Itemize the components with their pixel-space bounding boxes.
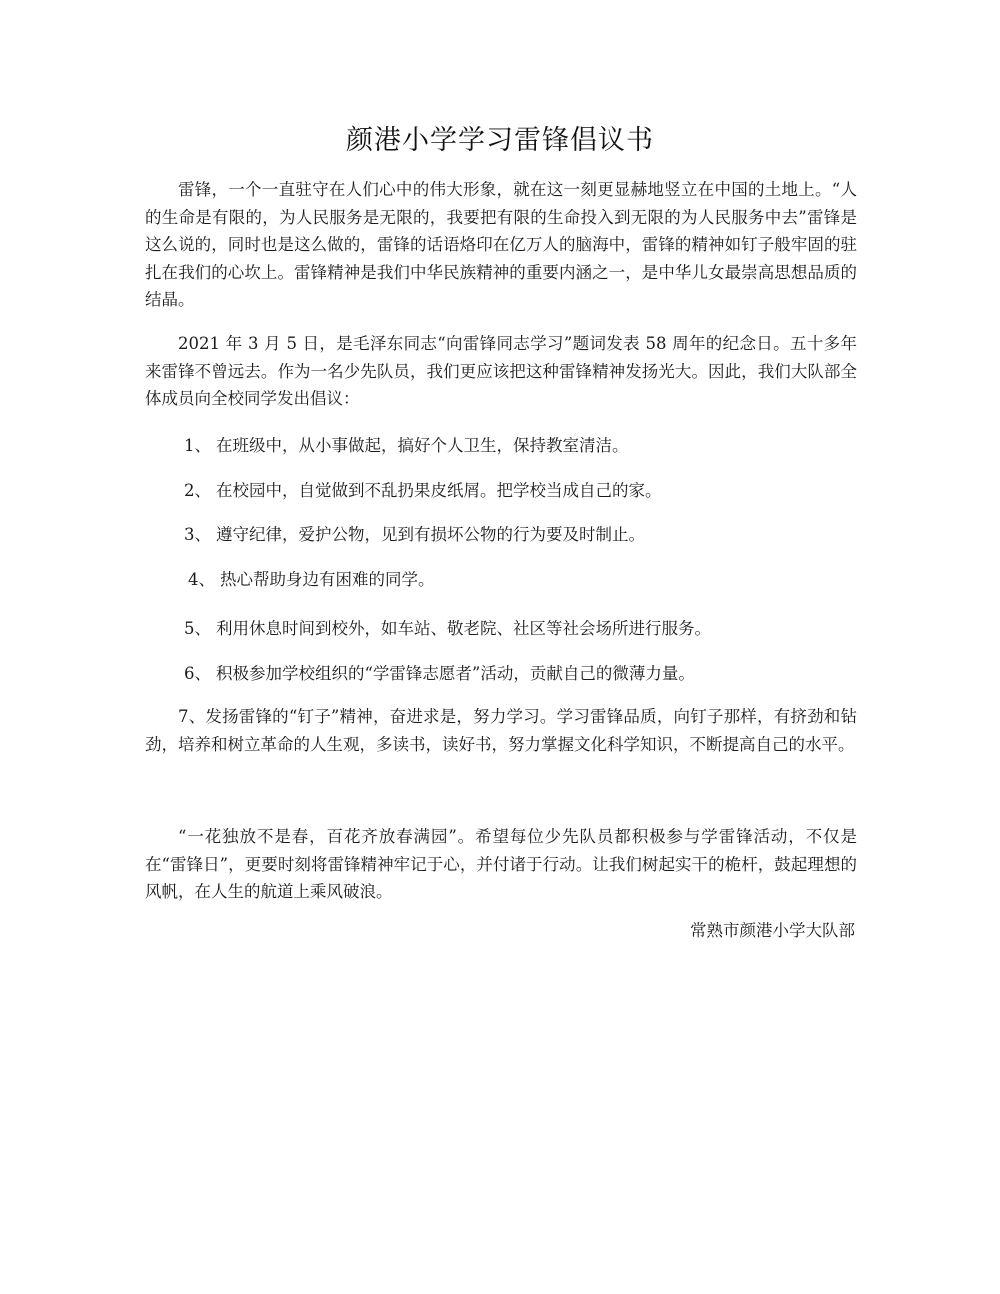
- intro-paragraph: 雷锋，一个一直驻守在人们心中的伟大形象，就在这一刻更显赫地竖立在中国的土地上。“人的生命是有限的，为人民服务是无限的，我要把有限的生命投入到无限的为人民服务中去”雷锋是这么说的，同时也是这么做的，雷锋的话语烙印在亿万人的脑海中，雷锋的精神如钉子般牢固的驻扎在我们的心坎上。雷锋精神是我们中华民族精神的重要内涵之一，是中华儿女最崇高思想品质的结晶。: [145, 180, 857, 309]
- proposal-item-number: 4、: [188, 570, 215, 589]
- proposal-item-text: 积极参加学校组织的“学雷锋志愿者”活动，贡献自己的微薄力量。: [216, 664, 695, 683]
- proposal-item-1: [184, 432, 864, 459]
- proposal-item-number: 6、: [184, 664, 211, 683]
- proposal-item-text: 利用休息时间到校外，如车站、敬老院、社区等社会场所进行服务。: [216, 619, 711, 638]
- proposal-item-4: [188, 566, 868, 593]
- document-title: 颜港小学学习雷锋倡议书: [346, 125, 654, 156]
- proposal-item-number: 3、: [184, 525, 211, 544]
- proposal-item-number: 5、: [184, 619, 211, 638]
- proposal-item-text: 在校园中，自觉做到不乱扔果皮纸屑。把学校当成自己的家。: [216, 481, 662, 500]
- proposal-item-number: 2、: [184, 481, 211, 500]
- proposal-item-7: 7、发扬雷锋的“钉子”精神，奋进求是，努力学习。学习雷锋品质，向钉子那样，有挤劲和钻劲，培养和树立革命的人生观，多读书，读好书，努力掌握文化科学知识，不断提高自己的水平。: [145, 707, 857, 754]
- proposal-item-text: 热心帮助身边有困难的同学。: [220, 570, 435, 589]
- proposal-item-text: 在班级中，从小事做起，搞好个人卫生，保持教室清洁。: [216, 436, 629, 455]
- proposal-item-number: 1、: [184, 436, 211, 455]
- closing-paragraph: “一花独放不是春，百花齐放春满园”。希望每位少先队员都积极参与学雷锋活动，不仅是在“雷锋日”，更要时刻将雷锋精神牢记于心，并付诸于行动。让我们树起实干的桅杆，鼓起理想的风帆，在人生的航道上乘风破浪。: [145, 827, 857, 901]
- proposal-item-3: [184, 521, 864, 548]
- proposal-item-2: [184, 477, 864, 504]
- signature: 常熟市颜港小学大队部: [690, 921, 855, 940]
- anniversary-paragraph: 2021 年 3 月 5 日，是毛泽东同志“向雷锋同志学习”题词发表 58 周年的纪念日。五十多年来雷锋不曾远去。作为一名少先队员，我们更应该把这种雷锋精神发扬光大。因此，我们大队部全体成员向全校同学发出倡议：: [145, 334, 857, 408]
- proposal-item-6: [184, 660, 864, 687]
- proposal-item-5: [184, 615, 864, 642]
- proposal-item-text: 遵守纪律，爱护公物，见到有损坏公物的行为要及时制止。: [216, 525, 645, 544]
